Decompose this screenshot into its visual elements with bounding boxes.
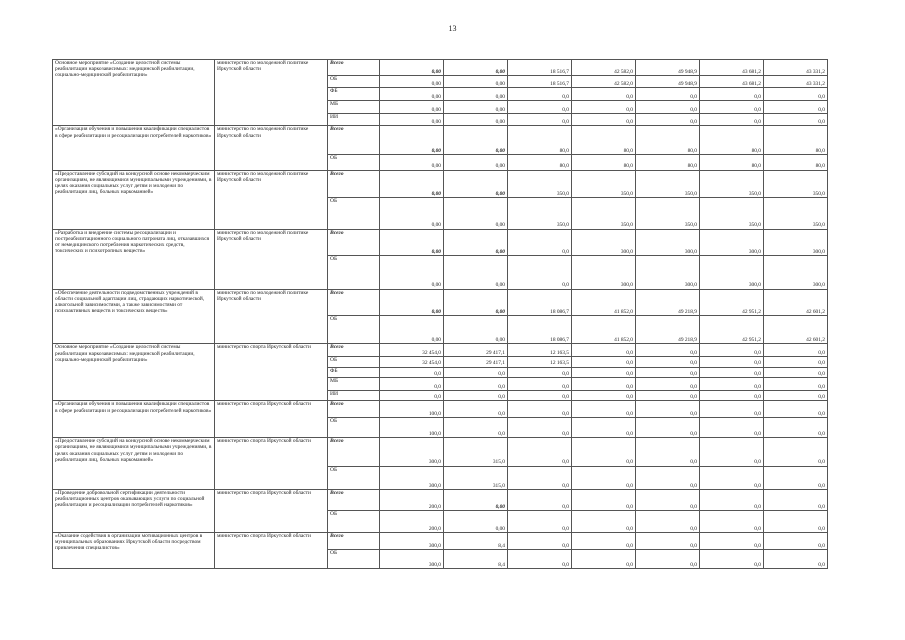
- amount-cell: 350,0: [572, 170, 636, 197]
- amount-cell: 0,0: [444, 401, 508, 418]
- amount-cell: 100,0: [380, 418, 444, 438]
- amount-cell: 80,0: [572, 126, 636, 154]
- activity-name: Основное мероприятие «Создание целостной системы реабилитации наркозависимых: медицинской реабилитации, социально-медицинской реабилитации»: [53, 60, 215, 126]
- amount-cell: 0,0: [572, 113, 636, 126]
- amount-cell: 0,0: [508, 255, 572, 289]
- funding-source: Всего: [328, 533, 380, 550]
- amount-cell: 0,0: [572, 357, 636, 368]
- amount-cell: 12 163,5: [508, 344, 572, 357]
- amount-cell: 43 331,2: [764, 60, 828, 76]
- responsible-executor: министерство по молодежной политике Иркутской области: [215, 126, 328, 170]
- amount-cell: 0,0: [572, 466, 636, 489]
- amount-cell: 49 218,9: [636, 316, 700, 344]
- funding-source: ОБ: [328, 75, 380, 88]
- amount-cell: 0,00: [380, 60, 444, 76]
- amount-cell: 42 951,2: [700, 316, 764, 344]
- amount-cell: 0,0: [764, 533, 828, 550]
- amount-cell: 0,00: [380, 170, 444, 197]
- amount-cell: 80,0: [636, 154, 700, 170]
- amount-cell: 300,0: [380, 466, 444, 489]
- amount-cell: 0,0: [700, 533, 764, 550]
- amount-cell: 0,0: [572, 533, 636, 550]
- funding-source: ИИ: [328, 390, 380, 401]
- amount-cell: 300,0: [764, 229, 828, 255]
- amount-cell: 0,0: [572, 510, 636, 532]
- amount-cell: 18 516,7: [508, 60, 572, 76]
- responsible-executor: министерство спорта Иркутской области: [215, 344, 328, 401]
- amount-cell: 0,0: [508, 438, 572, 466]
- amount-cell: 0,0: [700, 390, 764, 401]
- amount-cell: 0,0: [636, 466, 700, 489]
- amount-cell: 300,0: [380, 549, 444, 568]
- amount-cell: 0,0: [380, 378, 444, 391]
- amount-cell: 100,0: [380, 401, 444, 418]
- budget-table: [52, 59, 828, 569]
- amount-cell: 0,0: [508, 418, 572, 438]
- amount-cell: 350,0: [508, 198, 572, 230]
- amount-cell: 0,0: [572, 88, 636, 101]
- amount-cell: 49 948,9: [636, 60, 700, 76]
- funding-source: ОБ: [328, 316, 380, 344]
- funding-source: ОБ: [328, 357, 380, 368]
- amount-cell: 42 601,2: [764, 289, 828, 315]
- amount-cell: 0,0: [508, 390, 572, 401]
- amount-cell: 0,0: [764, 101, 828, 114]
- amount-cell: 0,0: [636, 549, 700, 568]
- amount-cell: 350,0: [764, 170, 828, 197]
- amount-cell: 0,0: [572, 390, 636, 401]
- amount-cell: 0,00: [380, 289, 444, 315]
- amount-cell: 300,0: [700, 229, 764, 255]
- amount-cell: 300,0: [700, 255, 764, 289]
- amount-cell: 0,0: [764, 438, 828, 466]
- responsible-executor: министерство по молодежной политике Иркутской области: [215, 229, 328, 289]
- activity-name: «Организация обучения и повышения квалификации специалистов в сфере реабилитации и ресоциализации потребителей наркотиков»: [53, 401, 215, 438]
- table-row: [53, 126, 828, 154]
- amount-cell: 0,00: [444, 101, 508, 114]
- amount-cell: 41 852,0: [572, 316, 636, 344]
- activity-name: «Организация обучения и повышения квалификации специалистов в сфере реабилитации и ресоциализации потребителей наркотиков»: [53, 126, 215, 170]
- funding-source: Всего: [328, 170, 380, 197]
- amount-cell: 0,0: [572, 418, 636, 438]
- amount-cell: 0,00: [380, 154, 444, 170]
- amount-cell: 12 163,5: [508, 357, 572, 368]
- amount-cell: 0,0: [508, 549, 572, 568]
- funding-source: ОБ: [328, 549, 380, 568]
- funding-source: Всего: [328, 60, 380, 76]
- amount-cell: 29 417,1: [444, 344, 508, 357]
- amount-cell: 0,0: [700, 489, 764, 510]
- amount-cell: 80,0: [700, 126, 764, 154]
- amount-cell: 43 681,2: [700, 60, 764, 76]
- amount-cell: 0,00: [444, 255, 508, 289]
- amount-cell: 0,0: [764, 357, 828, 368]
- table-row: [53, 289, 828, 315]
- amount-cell: 0,0: [636, 344, 700, 357]
- amount-cell: 0,0: [572, 489, 636, 510]
- amount-cell: 0,0: [700, 378, 764, 391]
- amount-cell: 0,0: [508, 489, 572, 510]
- amount-cell: 0,0: [444, 390, 508, 401]
- amount-cell: 0,0: [572, 438, 636, 466]
- amount-cell: 18 086,7: [508, 316, 572, 344]
- responsible-executor: министерство спорта Иркутской области: [215, 438, 328, 490]
- amount-cell: 300,0: [636, 229, 700, 255]
- page-number: 13: [448, 24, 457, 33]
- amount-cell: 0,0: [636, 88, 700, 101]
- amount-cell: 0,0: [572, 101, 636, 114]
- amount-cell: 0,00: [444, 154, 508, 170]
- amount-cell: 0,0: [700, 101, 764, 114]
- amount-cell: 0,0: [636, 510, 700, 532]
- amount-cell: 0,0: [636, 418, 700, 438]
- amount-cell: 0,00: [444, 126, 508, 154]
- amount-cell: 43 331,2: [764, 75, 828, 88]
- responsible-executor: министерство по молодежной политике Иркутской области: [215, 60, 328, 126]
- amount-cell: 0,00: [444, 113, 508, 126]
- amount-cell: 0,0: [508, 466, 572, 489]
- amount-cell: 315,0: [444, 466, 508, 489]
- amount-cell: 41 852,0: [572, 289, 636, 315]
- amount-cell: 0,0: [764, 367, 828, 378]
- amount-cell: 0,0: [572, 401, 636, 418]
- amount-cell: 350,0: [700, 170, 764, 197]
- amount-cell: 0,0: [700, 438, 764, 466]
- amount-cell: 0,00: [444, 229, 508, 255]
- amount-cell: 0,00: [444, 510, 508, 532]
- amount-cell: 0,0: [636, 101, 700, 114]
- funding-source: ОБ: [328, 255, 380, 289]
- amount-cell: 300,0: [764, 255, 828, 289]
- funding-source: Всего: [328, 438, 380, 466]
- amount-cell: 0,0: [444, 418, 508, 438]
- responsible-executor: министерство спорта Иркутской области: [215, 533, 328, 569]
- activity-name: «Предоставление субсидий на конкурсной основе некоммерческим организациям, не являющимися муниципальными учреждениями, в целях оказания социальных услуг детям и молодежи по реабилитации лиц, больных наркоманией»: [53, 438, 215, 490]
- table-row: [53, 489, 828, 510]
- amount-cell: 0,00: [380, 126, 444, 154]
- amount-cell: 0,0: [700, 88, 764, 101]
- amount-cell: 350,0: [636, 198, 700, 230]
- amount-cell: 0,0: [572, 367, 636, 378]
- amount-cell: 0,0: [508, 113, 572, 126]
- amount-cell: 42 951,2: [700, 289, 764, 315]
- responsible-executor: министерство спорта Иркутской области: [215, 401, 328, 438]
- responsible-executor: министерство по молодежной политике Иркутской области: [215, 170, 328, 229]
- amount-cell: 42 601,2: [764, 316, 828, 344]
- amount-cell: 80,0: [636, 126, 700, 154]
- funding-source: ОБ: [328, 198, 380, 230]
- responsible-executor: министерство спорта Иркутской области: [215, 489, 328, 532]
- funding-source: ОБ: [328, 418, 380, 438]
- amount-cell: 49 948,9: [636, 75, 700, 88]
- table-row: [53, 533, 828, 550]
- amount-cell: 0,00: [380, 255, 444, 289]
- amount-cell: 300,0: [380, 533, 444, 550]
- amount-cell: 80,0: [764, 154, 828, 170]
- funding-source: МБ: [328, 378, 380, 391]
- funding-source: ОБ: [328, 154, 380, 170]
- amount-cell: 0,00: [444, 60, 508, 76]
- amount-cell: 0,00: [380, 113, 444, 126]
- amount-cell: 350,0: [636, 170, 700, 197]
- amount-cell: 0,0: [572, 549, 636, 568]
- amount-cell: 18 086,7: [508, 289, 572, 315]
- amount-cell: 0,0: [508, 88, 572, 101]
- activity-name: «Разработка и внедрение системы ресоциализации и постреабилитационного социального патроната лиц, отказавшихся от немедицинского потребления наркотических средств, токсических и психотропных веществ»: [53, 229, 215, 289]
- amount-cell: 80,0: [700, 154, 764, 170]
- amount-cell: 0,00: [444, 88, 508, 101]
- amount-cell: 0,00: [380, 198, 444, 230]
- amount-cell: 18 516,7: [508, 75, 572, 88]
- amount-cell: 0,0: [508, 401, 572, 418]
- amount-cell: 0,0: [764, 489, 828, 510]
- activity-name: «Проведение добровольной сертификации деятельности реабилитационных центров оказывающих услуги по социальной реабилитации и ресоциализации потребителей наркотиков»: [53, 489, 215, 532]
- budget-table-body: [53, 60, 828, 569]
- amount-cell: 0,0: [700, 466, 764, 489]
- funding-source: ФБ: [328, 367, 380, 378]
- table-row: [53, 344, 828, 357]
- funding-source: Всего: [328, 489, 380, 510]
- table-row: [53, 170, 828, 197]
- amount-cell: 0,0: [508, 533, 572, 550]
- amount-cell: 0,00: [380, 75, 444, 88]
- funding-source: Всего: [328, 401, 380, 418]
- table-row: [53, 229, 828, 255]
- amount-cell: 300,0: [572, 255, 636, 289]
- amount-cell: 8,4: [444, 549, 508, 568]
- table-row: [53, 60, 828, 76]
- amount-cell: 0,00: [380, 88, 444, 101]
- amount-cell: 300,0: [636, 255, 700, 289]
- amount-cell: 0,00: [380, 316, 444, 344]
- activity-name: «Оказание содействия в организации мотивационных центров в муниципальных образованиях Иркутской области посредством привлечения специалистов»: [53, 533, 215, 569]
- funding-source: МБ: [328, 101, 380, 114]
- amount-cell: 0,0: [764, 401, 828, 418]
- amount-cell: 0,00: [444, 170, 508, 197]
- amount-cell: 0,0: [636, 401, 700, 418]
- amount-cell: 0,00: [380, 229, 444, 255]
- amount-cell: 0,00: [380, 101, 444, 114]
- amount-cell: 49 218,9: [636, 289, 700, 315]
- amount-cell: 0,0: [764, 510, 828, 532]
- amount-cell: 0,0: [444, 367, 508, 378]
- table-row: [53, 438, 828, 466]
- amount-cell: 0,0: [700, 418, 764, 438]
- amount-cell: 0,0: [700, 401, 764, 418]
- amount-cell: 0,0: [764, 418, 828, 438]
- amount-cell: 0,0: [764, 390, 828, 401]
- amount-cell: 350,0: [700, 198, 764, 230]
- amount-cell: 0,00: [444, 289, 508, 315]
- amount-cell: 0,0: [764, 344, 828, 357]
- amount-cell: 0,0: [508, 101, 572, 114]
- amount-cell: 0,0: [636, 390, 700, 401]
- amount-cell: 29 417,1: [444, 357, 508, 368]
- amount-cell: 0,00: [444, 316, 508, 344]
- funding-source: Всего: [328, 344, 380, 357]
- amount-cell: 0,0: [508, 510, 572, 532]
- funding-source: Всего: [328, 126, 380, 154]
- funding-source: ИИ: [328, 113, 380, 126]
- amount-cell: 80,0: [572, 154, 636, 170]
- amount-cell: 200,0: [380, 489, 444, 510]
- amount-cell: 350,0: [508, 170, 572, 197]
- amount-cell: 0,0: [636, 113, 700, 126]
- amount-cell: 0,0: [764, 88, 828, 101]
- amount-cell: 0,00: [444, 75, 508, 88]
- amount-cell: 0,0: [508, 367, 572, 378]
- amount-cell: 300,0: [572, 229, 636, 255]
- amount-cell: 0,00: [444, 489, 508, 510]
- amount-cell: 0,0: [572, 378, 636, 391]
- amount-cell: 0,0: [700, 113, 764, 126]
- amount-cell: 0,0: [636, 357, 700, 368]
- funding-source: Всего: [328, 289, 380, 315]
- amount-cell: 0,0: [764, 549, 828, 568]
- table-row: [53, 401, 828, 418]
- activity-name: «Обеспечение деятельности подведомственных учреждений в области социальной адаптации лиц, страдающих наркотической, алкогольной зависимостями, а также зависимостями от психоактивных веществ и токсических веществ»: [53, 289, 215, 344]
- activity-name: Основное мероприятие «Создание целостной системы реабилитации наркозависимых: медицинской реабилитации, социально-медицинской реабилитации»: [53, 344, 215, 401]
- amount-cell: 0,0: [700, 549, 764, 568]
- responsible-executor: министерство по молодежной политике Иркутской области: [215, 289, 328, 344]
- amount-cell: 0,0: [572, 344, 636, 357]
- amount-cell: 80,0: [764, 126, 828, 154]
- amount-cell: 0,0: [508, 229, 572, 255]
- amount-cell: 315,0: [444, 438, 508, 466]
- amount-cell: 32 454,0: [380, 357, 444, 368]
- amount-cell: 300,0: [380, 438, 444, 466]
- amount-cell: 0,0: [636, 378, 700, 391]
- amount-cell: 0,0: [636, 438, 700, 466]
- amount-cell: 42 582,0: [572, 75, 636, 88]
- amount-cell: 0,0: [700, 357, 764, 368]
- amount-cell: 0,0: [508, 378, 572, 391]
- amount-cell: 200,0: [380, 510, 444, 532]
- amount-cell: 0,0: [700, 510, 764, 532]
- funding-source: ОБ: [328, 510, 380, 532]
- amount-cell: 0,0: [764, 466, 828, 489]
- amount-cell: 32 454,0: [380, 344, 444, 357]
- amount-cell: 0,0: [636, 367, 700, 378]
- funding-source: ОБ: [328, 466, 380, 489]
- activity-name: «Предоставление субсидий на конкурсной основе некоммерческим организациям, не являющимися муниципальными учреждениями, в целях оказания социальных услуг детям и молодежи по реабилитации лиц, больных наркоманией»: [53, 170, 215, 229]
- amount-cell: 0,00: [444, 198, 508, 230]
- amount-cell: 43 681,2: [700, 75, 764, 88]
- amount-cell: 0,0: [764, 113, 828, 126]
- amount-cell: 0,0: [700, 367, 764, 378]
- amount-cell: 0,0: [444, 378, 508, 391]
- funding-source: Всего: [328, 229, 380, 255]
- amount-cell: 0,0: [380, 367, 444, 378]
- amount-cell: 0,0: [380, 390, 444, 401]
- amount-cell: 0,0: [700, 344, 764, 357]
- amount-cell: 0,0: [636, 489, 700, 510]
- funding-source: ФБ: [328, 88, 380, 101]
- amount-cell: 350,0: [572, 198, 636, 230]
- amount-cell: 42 582,0: [572, 60, 636, 76]
- amount-cell: 80,0: [508, 154, 572, 170]
- amount-cell: 8,4: [444, 533, 508, 550]
- amount-cell: 0,0: [764, 378, 828, 391]
- amount-cell: 0,0: [636, 533, 700, 550]
- amount-cell: 350,0: [764, 198, 828, 230]
- amount-cell: 80,0: [508, 126, 572, 154]
